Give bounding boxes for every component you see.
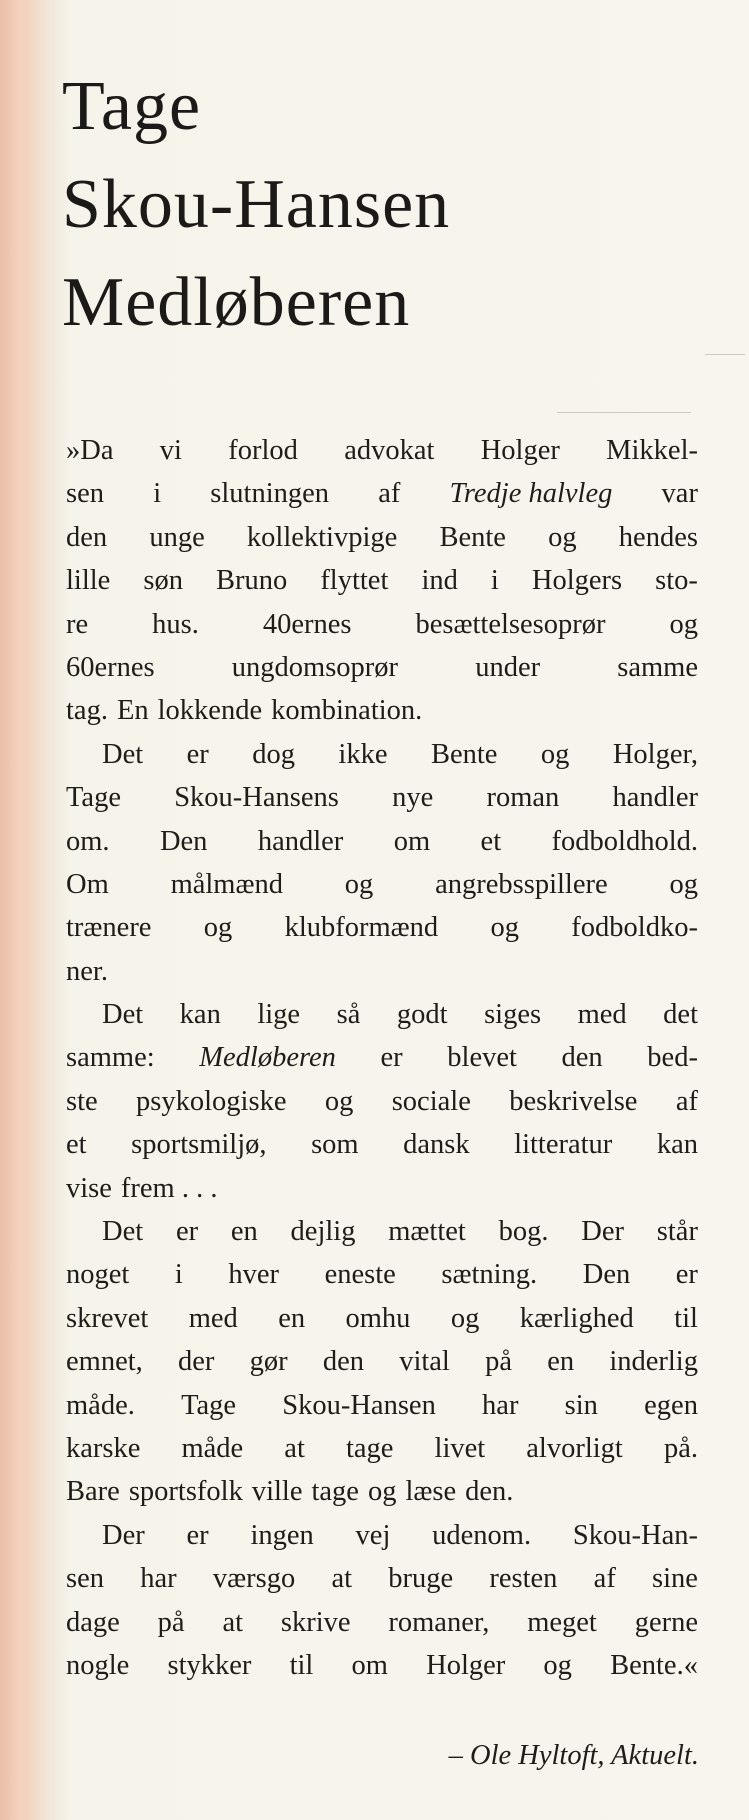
- word: udenom.: [432, 1519, 532, 1551]
- word: dansk: [403, 1129, 470, 1161]
- word: gør: [249, 1346, 288, 1378]
- word: godt: [396, 999, 448, 1031]
- word: angrebsspillere: [435, 868, 608, 900]
- word: tage: [311, 1476, 359, 1508]
- word: alvorligt: [526, 1432, 623, 1464]
- word: og: [490, 912, 519, 944]
- word: lige: [257, 999, 301, 1031]
- text-line: [66, 1644, 698, 1687]
- word: bed-: [647, 1042, 698, 1074]
- word: Det: [102, 999, 144, 1031]
- word: En: [116, 695, 149, 727]
- word: sportsfolk: [128, 1476, 243, 1508]
- word: Skou-Hansen: [282, 1389, 436, 1421]
- word: Bare: [66, 1476, 120, 1508]
- word: Bente.«: [610, 1649, 698, 1681]
- word: Om: [66, 868, 109, 900]
- word: besættelsesoprør: [415, 608, 606, 640]
- word: skrive: [280, 1606, 351, 1638]
- word: vi: [159, 435, 182, 466]
- word: flyttet: [320, 565, 389, 597]
- word: sin: [564, 1389, 598, 1421]
- text-line: [66, 776, 698, 819]
- word: Tage: [66, 782, 121, 814]
- word: sine: [652, 1563, 698, 1595]
- word: ungdomsoprør: [231, 651, 399, 683]
- word: læse: [405, 1476, 457, 1508]
- review-text: [66, 429, 698, 1687]
- word: det: [663, 999, 698, 1031]
- word: måde.: [66, 1389, 135, 1421]
- word: egen: [644, 1389, 698, 1421]
- word: af: [675, 1085, 698, 1117]
- word: og: [344, 868, 374, 900]
- review-attribution: – Ole Hyltoft, Aktuelt.: [448, 1740, 699, 1771]
- author-last-name: Skou-Hansen: [62, 166, 451, 243]
- word: i: [153, 478, 162, 510]
- word: af: [378, 478, 401, 510]
- text-line: [66, 1340, 698, 1383]
- word: emnet,: [66, 1346, 143, 1378]
- word: ingen: [250, 1519, 314, 1551]
- word: tag.: [66, 695, 108, 727]
- word: dejlig: [290, 1216, 356, 1248]
- word: om: [393, 825, 431, 857]
- word: af: [593, 1563, 616, 1595]
- word: blevet: [447, 1042, 517, 1074]
- word: advokat: [344, 435, 435, 466]
- text-line: [66, 1036, 698, 1079]
- word: omhu: [345, 1302, 411, 1334]
- word: den: [66, 521, 108, 553]
- word: værsgo: [212, 1563, 296, 1595]
- word: lokkende: [157, 695, 263, 727]
- word: og: [548, 521, 577, 553]
- text-line: [66, 733, 698, 776]
- word: nye: [392, 782, 434, 814]
- word: og: [543, 1649, 572, 1681]
- word: under: [475, 651, 541, 683]
- word: nogle: [66, 1649, 130, 1681]
- word: samme:: [66, 1042, 155, 1074]
- text-line: [66, 1297, 698, 1340]
- word: en: [230, 1216, 258, 1248]
- word: hus.: [152, 608, 199, 640]
- word: beskrivelse: [509, 1085, 638, 1117]
- word: Der: [102, 1519, 145, 1551]
- word: i: [490, 565, 499, 597]
- word: ikke: [338, 738, 388, 770]
- word: og: [669, 608, 698, 640]
- text-line: [66, 1557, 698, 1600]
- word: eneste: [324, 1259, 396, 1291]
- word: Tage: [181, 1389, 237, 1421]
- word: karske: [66, 1432, 141, 1464]
- text-line: [66, 472, 698, 515]
- word: søn: [143, 565, 183, 597]
- word: til: [289, 1649, 314, 1681]
- word: stykker: [167, 1649, 252, 1681]
- word: skrevet: [66, 1302, 149, 1334]
- word: psykologiske: [136, 1085, 287, 1117]
- word: dog: [252, 738, 295, 770]
- word: hver: [228, 1259, 280, 1291]
- text-line: [66, 429, 698, 472]
- word: og: [367, 1476, 397, 1508]
- word: vise: [66, 1172, 112, 1204]
- word: bog.: [498, 1216, 549, 1248]
- word: Det: [102, 1216, 144, 1248]
- word: var: [661, 478, 698, 510]
- word: ste: [66, 1085, 98, 1117]
- word: ner.: [66, 955, 108, 987]
- word: og: [324, 1085, 354, 1117]
- word: Holgers: [531, 565, 623, 597]
- text-line: [66, 1384, 698, 1427]
- word: har: [140, 1563, 177, 1595]
- word: mættet: [388, 1216, 466, 1248]
- word: samme: [617, 651, 698, 683]
- word: ind: [421, 565, 458, 597]
- word: unge: [149, 521, 205, 553]
- text-line: [66, 1123, 698, 1166]
- text-line: [66, 1167, 698, 1210]
- word: er: [186, 738, 209, 770]
- word: på.: [663, 1432, 698, 1464]
- word: Medløberen: [199, 1042, 336, 1074]
- word: og: [450, 1302, 480, 1334]
- word: og: [540, 738, 570, 770]
- word: vital: [399, 1346, 450, 1378]
- text-line: [66, 1253, 698, 1296]
- word: handler: [257, 825, 344, 857]
- word: gerne: [634, 1606, 698, 1638]
- word: så: [336, 999, 361, 1031]
- text-line: [66, 646, 698, 689]
- word: og: [669, 868, 698, 900]
- word: i: [174, 1259, 183, 1291]
- word: Skou-Hansens: [174, 782, 339, 814]
- word: kollektivpige: [246, 521, 398, 553]
- word: Den: [159, 825, 208, 857]
- word: med: [577, 999, 627, 1031]
- word: siges: [484, 999, 542, 1031]
- word: et: [480, 825, 502, 857]
- text-line: [66, 1210, 698, 1253]
- text-line: [66, 1080, 698, 1123]
- word: er: [380, 1042, 403, 1074]
- word: sen: [66, 1563, 104, 1595]
- word: sociale: [391, 1085, 471, 1117]
- word: klubformænd: [284, 912, 439, 944]
- word: roman: [486, 782, 560, 814]
- text-line: [66, 1601, 698, 1644]
- word: ville: [251, 1476, 303, 1508]
- word: er: [186, 1519, 209, 1551]
- word: sportsmiljø,: [131, 1129, 267, 1161]
- word: om: [351, 1649, 388, 1681]
- text-line: [66, 1470, 698, 1513]
- word: at: [284, 1432, 305, 1464]
- text-line: [66, 820, 698, 863]
- text-line: [66, 603, 698, 646]
- word: Det: [102, 738, 144, 770]
- word: hendes: [618, 521, 698, 553]
- word: Bente: [430, 738, 498, 770]
- text-line: [66, 863, 698, 906]
- text-line: [66, 1427, 698, 1470]
- word: Den: [582, 1259, 631, 1291]
- word: kombination.: [271, 695, 423, 727]
- word: inderlig: [609, 1346, 698, 1378]
- word: forlod: [228, 435, 298, 466]
- word: 60ernes: [66, 651, 155, 683]
- word: måde: [181, 1432, 244, 1464]
- word: 40ernes: [262, 608, 352, 640]
- word: »Da: [66, 435, 114, 466]
- word: fodboldko-: [571, 912, 698, 944]
- word: er: [675, 1259, 698, 1291]
- word: vej: [355, 1519, 391, 1551]
- word: Bruno: [216, 565, 288, 597]
- word: meget: [527, 1606, 597, 1638]
- word: og: [203, 912, 233, 944]
- word: slutningen: [210, 478, 330, 510]
- word: står: [656, 1216, 698, 1248]
- word: livet: [434, 1432, 486, 1464]
- word: Holger: [480, 435, 560, 466]
- word: en: [547, 1346, 575, 1378]
- word: har: [482, 1389, 519, 1421]
- word: noget: [66, 1259, 130, 1291]
- word: litteratur: [514, 1129, 613, 1161]
- word: resten: [489, 1563, 558, 1595]
- title-block: [62, 58, 662, 352]
- word: den.: [465, 1476, 514, 1508]
- word: Holger,: [612, 738, 698, 770]
- word: Skou-Han-: [572, 1519, 698, 1551]
- word: på: [485, 1346, 512, 1378]
- book-title: Medløberen: [62, 264, 411, 341]
- word: en: [278, 1302, 306, 1334]
- word: der: [177, 1346, 215, 1378]
- word: på: [157, 1606, 185, 1638]
- text-line: [66, 906, 698, 949]
- word: lille: [66, 565, 111, 597]
- word: at: [331, 1563, 353, 1595]
- word: Der: [581, 1216, 624, 1248]
- faint-rule: [705, 354, 745, 355]
- word: et: [66, 1129, 87, 1161]
- text-line: [66, 1514, 698, 1557]
- word: Holger: [426, 1649, 506, 1681]
- text-line: [66, 559, 698, 602]
- word: kan: [656, 1129, 698, 1161]
- word: bruge: [388, 1563, 454, 1595]
- word: Bente: [439, 521, 506, 553]
- word: sen: [66, 478, 104, 510]
- word: den: [322, 1346, 364, 1378]
- word: sto-: [655, 565, 698, 597]
- word: Tredje halvleg: [449, 478, 613, 510]
- word: fodboldhold.: [551, 825, 698, 857]
- text-line: [66, 516, 698, 559]
- word: trænere: [66, 912, 152, 944]
- word: som: [311, 1129, 359, 1161]
- text-line: [66, 993, 698, 1036]
- word: romaner,: [388, 1606, 490, 1638]
- text-line: [66, 689, 698, 732]
- faint-rule: [557, 412, 691, 413]
- word: til: [674, 1302, 698, 1334]
- author-first-name: Tage: [62, 68, 202, 145]
- spine-shadow: [0, 0, 18, 1820]
- word: målmænd: [170, 868, 283, 900]
- word: kærlighed: [519, 1302, 634, 1334]
- word: tage: [345, 1432, 394, 1464]
- word: om.: [66, 825, 110, 857]
- word: at: [222, 1606, 244, 1638]
- word: med: [188, 1302, 238, 1334]
- word: frem . . .: [120, 1172, 218, 1204]
- word: den: [561, 1042, 603, 1074]
- word: sætning.: [441, 1259, 538, 1291]
- word: kan: [179, 999, 221, 1031]
- word: dage: [66, 1606, 120, 1638]
- text-line: [66, 950, 698, 993]
- word: er: [175, 1216, 199, 1248]
- word: Mikkel-: [606, 435, 698, 466]
- word: handler: [612, 782, 698, 814]
- word: re: [66, 608, 89, 640]
